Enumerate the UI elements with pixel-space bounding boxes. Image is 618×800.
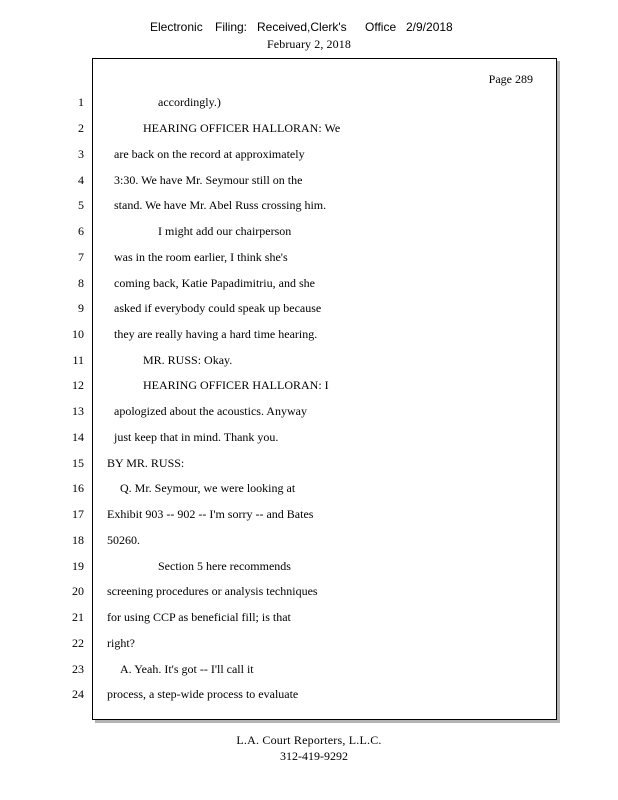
- line-text: MR. RUSS: Okay.: [143, 353, 233, 367]
- line-number: 4: [78, 173, 84, 187]
- line-number: 18: [72, 533, 84, 547]
- line-number: 14: [72, 430, 84, 444]
- line-number: 23: [72, 662, 84, 676]
- line-number: 11: [72, 353, 84, 367]
- line-number: 24: [72, 687, 84, 701]
- line-text: coming back, Katie Papadimitriu, and she: [114, 276, 315, 290]
- line-text: 3:30. We have Mr. Seymour still on the: [114, 173, 303, 187]
- stamp-electronic: Electronic: [150, 20, 203, 34]
- line-text: HEARING OFFICER HALLORAN: I: [143, 378, 329, 392]
- line-text: Section 5 here recommends: [158, 559, 291, 573]
- line-number: 12: [72, 378, 84, 392]
- stamp-office: Office: [365, 20, 397, 34]
- line-number: 21: [72, 610, 84, 624]
- line-text: for using CCP as beneficial fill; is that: [107, 610, 291, 624]
- line-text: screening procedures or analysis techniques: [107, 584, 318, 598]
- line-number: 17: [72, 507, 84, 521]
- line-number: 9: [78, 301, 84, 315]
- line-text: process, a step-wide process to evaluate: [107, 687, 299, 701]
- line-number: 15: [72, 456, 84, 470]
- line-text: 50260.: [107, 533, 140, 547]
- line-text: stand. We have Mr. Abel Russ crossing him.: [114, 198, 327, 212]
- line-text: A. Yeah. It's got -- I'll call it: [120, 662, 254, 676]
- line-number: 13: [72, 404, 84, 418]
- court-reporter-phone: 312-419-9292: [280, 749, 348, 763]
- line-number: 1: [78, 95, 84, 109]
- line-text: they are really having a hard time hearing.: [114, 327, 318, 341]
- line-number: 2: [78, 121, 84, 135]
- stamp-received-clerks: Received,Clerk's: [257, 20, 347, 34]
- court-reporter-company: L.A. Court Reporters, L.L.C.: [236, 733, 382, 747]
- line-text: I might add our chairperson: [158, 224, 292, 238]
- line-number: 10: [72, 327, 84, 341]
- line-text: right?: [107, 636, 135, 650]
- line-number: 7: [78, 250, 84, 264]
- line-number: 19: [72, 559, 84, 573]
- page-number: Page 289: [488, 72, 533, 86]
- line-text: Exhibit 903 -- 902 -- I'm sorry -- and Bates: [107, 507, 314, 521]
- line-number: 22: [72, 636, 84, 650]
- transcript-date: February 2, 2018: [267, 37, 351, 51]
- line-text: asked if everybody could speak up because: [114, 301, 322, 315]
- line-number: 20: [72, 584, 84, 598]
- line-number: 6: [78, 224, 84, 238]
- line-number: 3: [78, 147, 84, 161]
- line-number: 8: [78, 276, 84, 290]
- line-text: accordingly.): [158, 95, 221, 109]
- line-text: Q. Mr. Seymour, we were looking at: [120, 481, 296, 495]
- line-number: 16: [72, 481, 84, 495]
- line-text: are back on the record at approximately: [114, 147, 305, 161]
- stamp-filing: Filing:: [215, 20, 248, 34]
- stamp-date: 2/9/2018: [406, 20, 453, 34]
- line-text: apologized about the acoustics. Anyway: [114, 404, 307, 418]
- line-text: was in the room earlier, I think she's: [114, 250, 288, 264]
- line-text: just keep that in mind. Thank you.: [114, 430, 279, 444]
- line-text: HEARING OFFICER HALLORAN: We: [143, 121, 341, 135]
- line-text: BY MR. RUSS:: [107, 456, 185, 470]
- line-number: 5: [78, 198, 84, 212]
